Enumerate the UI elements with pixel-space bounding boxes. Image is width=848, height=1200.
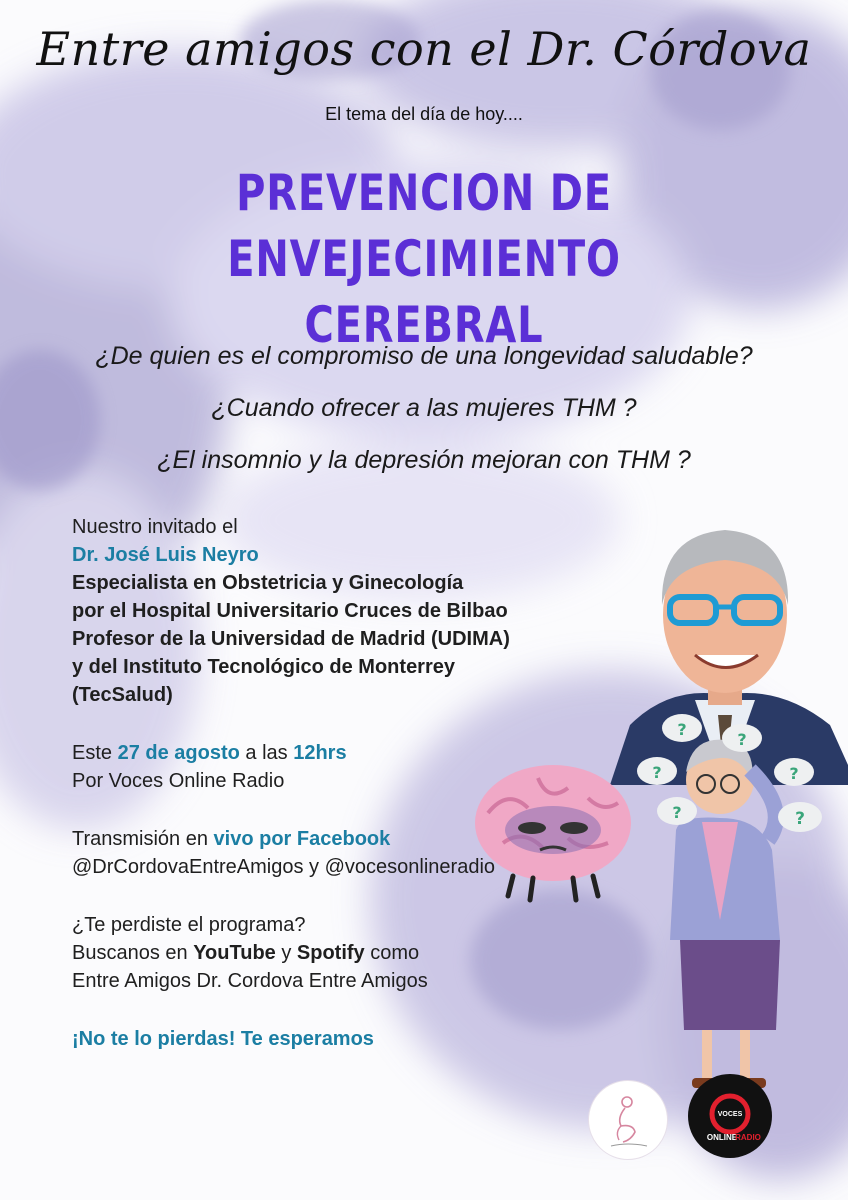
closing-message: ¡No te lo pierdas! Te esperamos xyxy=(72,1028,374,1050)
pregnant-silhouette-icon xyxy=(603,1092,653,1148)
headline xyxy=(85,160,763,358)
maternity-logo xyxy=(588,1080,668,1160)
question-bubble-icon xyxy=(772,756,816,790)
schedule-middle: a las xyxy=(239,742,294,764)
schedule-line xyxy=(72,739,632,767)
replay-prefix: Buscanos en xyxy=(72,942,194,964)
broadcast-line xyxy=(72,825,632,853)
svg-text:?: ? xyxy=(652,763,662,782)
headline-line-2: CEREBRAL xyxy=(304,296,544,354)
topic-intro: El tema del día de hoy.... xyxy=(325,104,523,124)
guest-credential: Profesor de la Universidad de Madrid (UDIMA) xyxy=(72,628,510,650)
headline-line-1: PREVENCION DE ENVEJECIMIENTO xyxy=(227,164,621,288)
question-bubble-icon xyxy=(655,795,699,829)
svg-text:?: ? xyxy=(737,730,747,749)
radio-logo-radio-text: RADIO xyxy=(735,1133,761,1142)
question-bubble-icon xyxy=(720,722,764,756)
guest-credential: y del Instituto Tecnológico de Monterrey xyxy=(72,656,455,678)
broadcast-highlight: vivo por Facebook xyxy=(213,828,391,850)
replay-question: ¿Te perdiste el programa? xyxy=(72,914,306,936)
svg-text:?: ? xyxy=(677,720,687,739)
radio-logo-mark xyxy=(688,1074,772,1158)
social-handles: @DrCordovaEntreAmigos y @vocesonlineradio xyxy=(72,856,496,878)
question-bubble-icon xyxy=(660,712,704,746)
guest-credential: (TecSalud) xyxy=(72,684,173,706)
guest-name: Dr. José Luis Neyro xyxy=(72,544,259,566)
guest-credential: Especialista en Obstetricia y Ginecología xyxy=(72,572,464,594)
schedule-time: 12hrs xyxy=(293,742,347,764)
radio-logo-top-text: VOCES xyxy=(717,1111,743,1118)
replay-platforms xyxy=(72,939,632,967)
details-block xyxy=(72,513,632,1053)
question-bubble-icon xyxy=(776,800,824,836)
schedule-prefix: Este xyxy=(72,742,118,764)
replay-suffix: como xyxy=(364,942,420,964)
guest-intro: Nuestro invitado el xyxy=(72,516,238,538)
station-line: Por Voces Online Radio xyxy=(72,770,285,792)
question-bubble-icon xyxy=(635,755,679,789)
radio-logo-online-text: ONLINE xyxy=(706,1133,738,1142)
svg-text:?: ? xyxy=(789,764,799,783)
svg-text:?: ? xyxy=(672,803,682,822)
show-name: Entre Amigos Dr. Cordova Entre Amigos xyxy=(72,970,428,992)
show-title: Entre amigos con el Dr. Córdova xyxy=(36,22,812,76)
broadcast-prefix: Transmisión en xyxy=(72,828,214,850)
schedule-date: 27 de agosto xyxy=(117,742,240,764)
youtube-label: YouTube xyxy=(193,942,276,964)
guest-credential: por el Hospital Universitario Cruces de Bilbao xyxy=(72,600,508,622)
question-item: ¿El insomnio y la depresión mejoran con THM ? xyxy=(157,446,691,474)
svg-text:?: ? xyxy=(795,809,805,829)
voces-online-radio-logo xyxy=(688,1074,772,1158)
questions-list xyxy=(0,330,848,486)
question-item: ¿De quien es el compromiso de una longevidad saludable? xyxy=(95,342,753,370)
replay-and: y xyxy=(275,942,297,964)
spotify-label: Spotify xyxy=(296,942,365,964)
question-item: ¿Cuando ofrecer a las mujeres THM ? xyxy=(211,394,637,422)
